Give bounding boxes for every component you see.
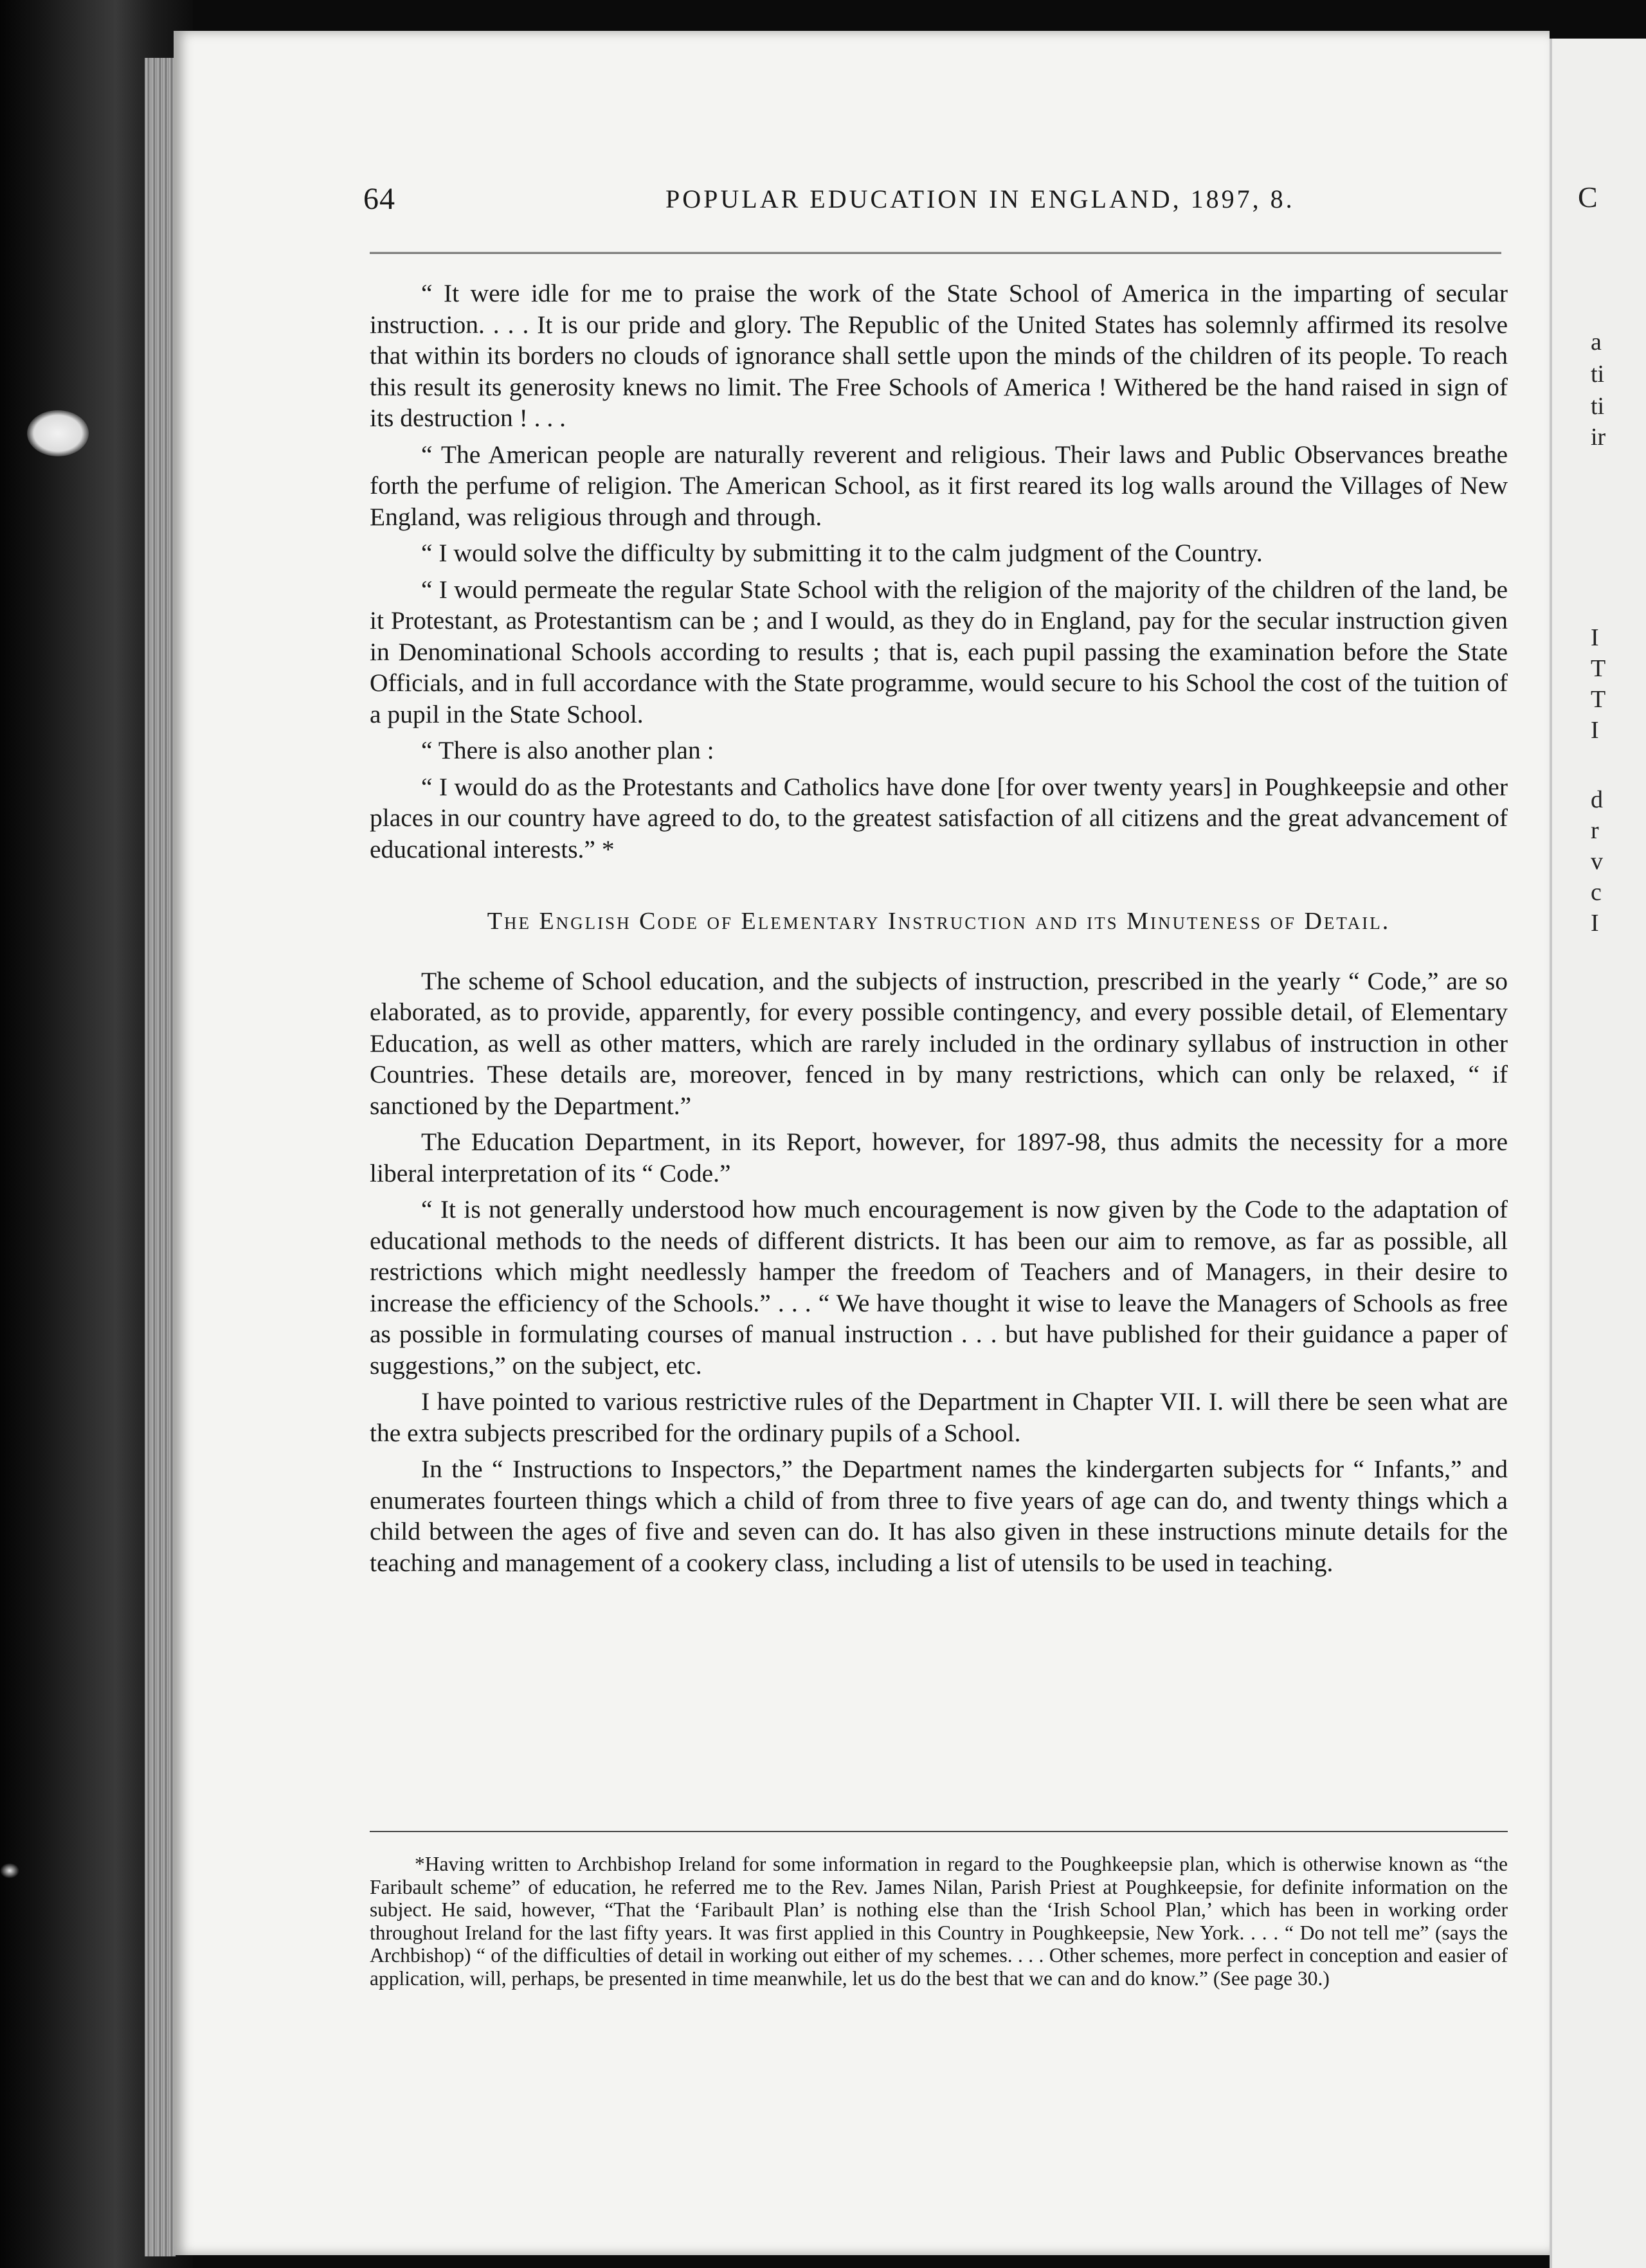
paragraph: The Education Department, in its Report, however, for 1897-98, thus admits the necessity for a more liberal interpretation of its “ Code.” — [370, 1128, 1508, 1187]
facing-page-fragment: T — [1591, 655, 1606, 682]
paper-speck — [0, 1863, 19, 1878]
running-title: POPULAR EDUCATION IN ENGLAND, 1897, 8. — [665, 184, 1295, 213]
scan-top-border — [0, 0, 1646, 31]
paragraph: “ There is also another plan : — [421, 736, 714, 764]
section-heading: The English Code of Elementary Instruction and its Minuteness of Detail. — [487, 908, 1391, 935]
facing-page-fragment: C — [1578, 181, 1598, 213]
paragraph: “ The American people are naturally reverent and religious. Their laws and Public Observances breathe forth the perfume of religion. The American School, as it first reared its log walls around the Villages of New England, was religious through and through. — [370, 440, 1508, 531]
facing-page-fragment: ti — [1591, 361, 1605, 388]
facing-page-fragment: c — [1591, 879, 1602, 906]
paragraph: “ It is not generally understood how much encouragement is now given by the Code to the adaptation of educational methods to the needs of different districts. It has been our aim to remove, as far as possible, all restrictions which might needlessly hamper the freedom of Teachers and of Managers, in their desire to increase the efficiency of the Schools.” . . . “ We have thought it wise to leave the Managers of Schools as free as possible in formulating courses of manual instruction . . . but have published for their guidance a paper of suggestions,” on the subject, etc. — [370, 1195, 1508, 1380]
paragraph: “ I would do as the Protestants and Catholics have done [for over twenty years] in Poughkeepsie and other places in our country have agreed to do, to the greatest satisfaction of all citizens and the great advancement of educational interests.” * — [370, 772, 1508, 863]
facing-page-fragment: a — [1591, 328, 1602, 356]
footnote-rule — [370, 1831, 1508, 1832]
paragraph: “ It were idle for me to praise the work of the State School of America in the imparting of secular instruction. . . . It is our pride and glory. The Republic of the United States has solemnly affirmed its resolve that within its borders no clouds of ignorance shall settle upon the minds of the children of its people. To reach this result its generosity knews no limit. The Free Schools of America ! Withered be the hand raised in sign of its destruction ! . . . — [370, 279, 1508, 432]
paper-blemish — [27, 410, 89, 456]
page-number: 64 — [363, 182, 395, 216]
main-text — [370, 278, 1508, 1583]
paragraph: “ I would permeate the regular State School with the religion of the majority of the children of the land, be it Protestant, as Protestantism can be ; and I would, as they do in England, pay for the secular instruction given in Denominational Schools according to results ; that is, each pupil passing the examination before the State Officials, and in full accordance with the State programme, would secure to his School the cost of the tuition of a pupil in the State School. — [370, 575, 1508, 728]
facing-page-fragment: ti — [1591, 393, 1605, 420]
facing-page-fragment: I — [1591, 624, 1599, 651]
facing-page-fragment: T — [1591, 686, 1606, 713]
paragraph: In the “ Instructions to Inspectors,” the Department names the kindergarten subjects for “ Infants,” and enumerates fourteen things which a child of from three to five years of age can do, and twenty things which a child between the ages of five and seven can do. It has also given in these instructions minute details for the teaching and management of a cookery class, including a list of utensils to be used in teaching. — [370, 1455, 1508, 1577]
facing-page-fragment: ir — [1591, 424, 1606, 451]
running-head — [363, 181, 1495, 220]
footnote: *Having written to Archbishop Ireland for some information in regard to the Poughkeepsie plan, which is otherwise known as “the Faribault scheme” of education, he referred me to the Rev. James Nilan, Parish Priest at Poughkeepsie, for definite information on the subject. He said, however, “That the ‘Faribault Plan’ is nothing else than the ‘Irish School Plan,’ which has been in working order throughout Ireland for the last fifty years. It was first applied in this Country in Poughkeepsie, New York. . . . “ Do not tell me” (says the Archbishop) “ of the difficulties of detail in working out either of my schemes. . . . Other schemes, more perfect in conception and easier of application, will, perhaps, be presented in time meanwhile, let us do the best that we can and do know.” (See page 30.) — [370, 1853, 1508, 1990]
paragraph: “ I would solve the difficulty by submitting it to the calm judgment of the Country. — [421, 539, 1263, 567]
facing-page-fragment: d — [1591, 786, 1603, 813]
paragraph: I have pointed to various restrictive rules of the Department in Chapter VII. I. will there be seen what are the extra subjects prescribed for the ordinary pupils of a School. — [370, 1387, 1508, 1447]
header-rule — [370, 252, 1501, 254]
facing-page-fragment: r — [1591, 817, 1599, 844]
page-edges — [145, 58, 176, 2256]
facing-page-fragment: v — [1591, 848, 1603, 875]
facing-page-strip — [1550, 39, 1646, 2268]
facing-page-fragment: I — [1591, 910, 1599, 937]
paragraph: The scheme of School education, and the subjects of instruction, prescribed in the yearly “ Code,” are so elaborated, as to provide, apparently, for every possible contingency, and every possible detail, of Elementary Education, as well as other matters, which are rarely included in the ordinary syllabus of instruction in other Countries. These details are, moreover, fenced in by many restrictions, which can only be relaxed, “ if sanctioned by the Department.” — [370, 966, 1508, 1120]
facing-page-fragment: I — [1591, 717, 1599, 744]
